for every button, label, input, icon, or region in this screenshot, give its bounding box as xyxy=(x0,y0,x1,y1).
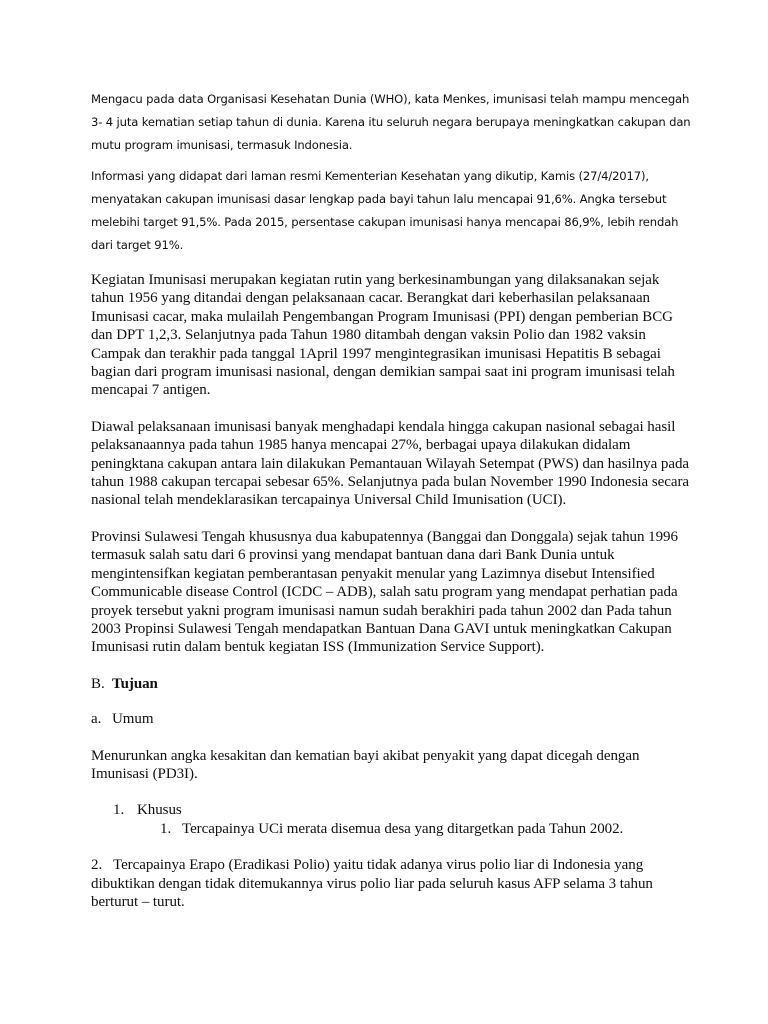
paragraph-sulawesi: Provinsi Sulawesi Tengah khususnya dua kabupatennya (Banggai dan Donggala) sejak tahun 1996 termasuk salah satu dari 6 provinsi yang mendapat bantuan dana dari Bank Dunia untuk mengintensifkan kegiatan pemberantasan penyakit menular yang Lazimnya disebut Intensified Communicable disease Control (ICDC – ADB), salah satu program yang mendapat perhatian pada proyek tersebut yakni program imunisasi namun sudah berakhiri pada tahun 2002 dan Pada tahun 2003 Propinsi Sulawesi Tengah mendapatkan Bantuan Dana GAVI untuk meningkatkan Cakupan Imunisasi rutin dalam bentuk kegiatan ISS (Immunization Service Support). xyxy=(91,528,678,656)
section-title: Tujuan xyxy=(112,675,158,692)
section-heading-tujuan xyxy=(91,675,691,693)
paragraph-history: Kegiatan Imunisasi merupakan kegiatan rutin yang berkesinambungan yang dilaksanakan sejak tahun 1956 yang ditandai dengan pelaksanaan cacar. Berangkat dari keberhasilan pelaksanaan Imunisasi cacar, maka mulailah Pengembangan Program Imunisasi (PPI) dengan pemberian BCG dan DPT 1,2,3. Selanjutnya pada Tahun 1980 ditambah dengan vaksin Polio dan 1982 vaksin Campak dan terakhir pada tanggal 1April 1997 mengintegrasikan imunisasi Hepatitis B sebagai bagian dari program imunisasi nasional, dengan demikian sampai saat ini program imunisasi telah mencapai 7 antigen. xyxy=(91,272,675,399)
document-page xyxy=(91,88,691,929)
intro-paragraph-kemenkes: Informasi yang didapat dari laman resmi Kementerian Kesehatan yang dikutip, Kamis (27/4/2017), menyatakan cakupan imunisasi dasar lengkap pada bayi tahun lalu mencapai 91,6%. Angka tersebut melebihi target 91,5%. Pada 2015, persentase cakupan imunisasi hanya mencapai 86,9%, lebih rendah dari target 91%. xyxy=(91,169,679,252)
list-item-text: Tercapainya Erapo (Eradikasi Polio) yaitu tidak adanya virus polio liar di Indonesia yang dibuktikan dengan tidak ditemukannya virus polio liar pada seluruh kasus AFP selama 3 tahun berturut – turut. xyxy=(91,857,653,910)
intro-paragraph-who: Mengacu pada data Organisasi Kesehatan Dunia (WHO), kata Menkes, imunisasi telah mampu mencegah 3- 4 juta kematian setiap tahun di dunia. Karena itu seluruh negara berupaya meningkatkan cakupan dan mutu program imunisasi, termasuk Indonesia. xyxy=(91,92,691,152)
list-item-erapo xyxy=(91,856,691,911)
list-item-uci xyxy=(160,820,691,838)
list-item-text: Tercapainya UCi merata disemua desa yang ditargetkan pada Tahun 2002. xyxy=(182,820,624,837)
list-item-khusus xyxy=(113,801,691,819)
paragraph-umum: Menurunkan angka kesakitan dan kematian bayi akibat penyakit yang dapat dicegah dengan Imunisasi (PD3I). xyxy=(91,747,640,782)
list-marker: 2. xyxy=(91,857,103,874)
paragraph-coverage: Diawal pelaksanaan imunisasi banyak menghadapi kendala hingga cakupan nasional sebagai hasil pelaksanaannya pada tahun 1985 hanya mencapai 27%, berbagai upaya dilakukan didalam peningktana cakupan antara lain dilakukan Pemantauan Wilayah Setempat (PWS) dan hasilnya pada tahun 1988 cakupan tercapai sebesar 65%. Selanjutnya pada bulan November 1990 Indonesia secara nasional telah mendeklarasikan tercapainya Universal Child Imunisation (UCI). xyxy=(91,418,690,509)
list-marker: 1. xyxy=(113,802,125,819)
section-marker: B. xyxy=(91,675,105,692)
subheading-title: Umum xyxy=(112,711,154,728)
list-marker: 1. xyxy=(160,820,172,837)
subheading-marker: a. xyxy=(91,711,102,728)
subheading-umum xyxy=(91,710,691,728)
list-item-title: Khusus xyxy=(137,802,182,819)
